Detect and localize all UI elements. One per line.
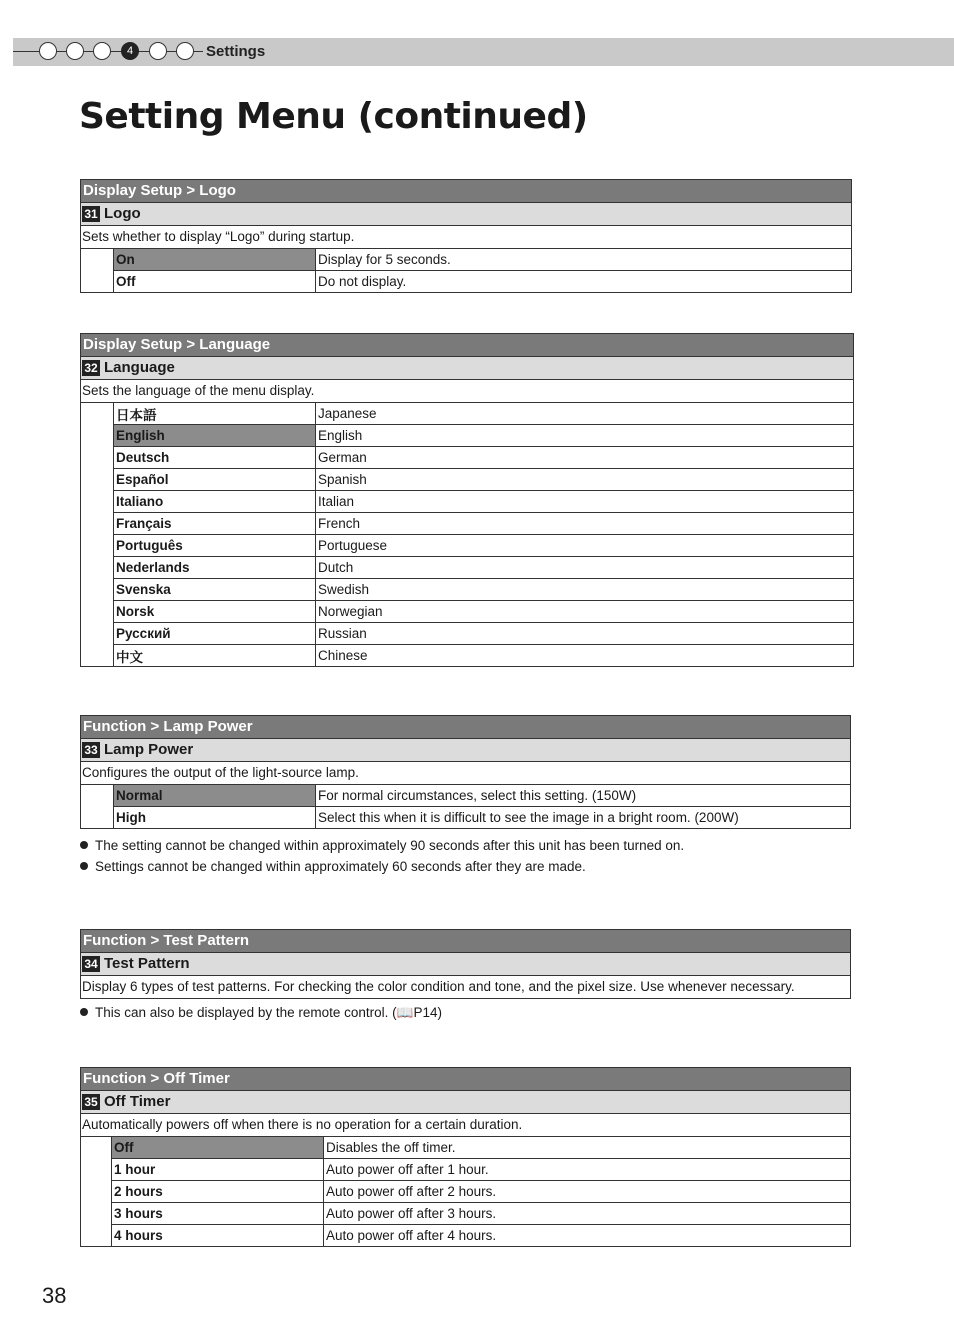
setting-name: Test Pattern <box>104 955 190 972</box>
option-row <box>81 447 853 469</box>
option-label-default: Normal <box>114 785 316 807</box>
option-description: Auto power off after 3 hours. <box>324 1203 851 1225</box>
option-label: 3 hours <box>112 1203 324 1225</box>
header-bar <box>13 38 954 66</box>
indent-cell <box>81 1181 112 1203</box>
option-label: Nederlands <box>114 557 316 579</box>
indent-cell <box>81 535 114 557</box>
option-label: Norsk <box>114 601 316 623</box>
option-row <box>81 1137 850 1159</box>
option-row <box>81 1159 850 1181</box>
option-description: For normal circumstances, select this setting. (150W) <box>318 788 637 803</box>
bullet-note <box>80 1005 442 1021</box>
option-description: Norwegian <box>316 601 854 623</box>
setting-description: Sets the language of the menu display. <box>81 380 853 403</box>
step-circle <box>66 42 84 60</box>
setting-description: Configures the output of the light-source lamp. <box>81 762 850 785</box>
option-row <box>81 557 853 579</box>
section-header: Function > Test Pattern <box>81 930 850 953</box>
option-label-default: English <box>114 425 316 447</box>
option-label: Italiano <box>114 491 316 513</box>
bullet-icon <box>80 1008 88 1016</box>
option-description: French <box>316 513 854 535</box>
setting-name-row <box>81 953 850 976</box>
option-row <box>81 425 853 447</box>
step-circle: 4 <box>121 42 139 60</box>
setting-number-badge: 33 <box>82 742 100 758</box>
option-label: Off <box>114 271 316 293</box>
option-label-default: Off <box>112 1137 324 1159</box>
page-title: Setting Menu (continued) <box>79 96 588 137</box>
option-label: Svenska <box>114 579 316 601</box>
option-description: Swedish <box>316 579 854 601</box>
indent-cell <box>81 1159 112 1181</box>
option-label: 中文 <box>114 645 316 667</box>
option-description: English <box>316 425 854 447</box>
setting-name-row <box>81 1091 850 1114</box>
indent-cell <box>81 425 114 447</box>
setting-name: Off Timer <box>104 1093 171 1110</box>
settings-table <box>80 179 852 293</box>
option-row <box>81 785 850 807</box>
settings-table <box>80 333 854 667</box>
indent-cell <box>81 1225 112 1247</box>
option-description: Auto power off after 4 hours. <box>324 1225 851 1247</box>
options-table <box>81 1137 850 1246</box>
option-description: Spanish <box>316 469 854 491</box>
setting-number-badge: 34 <box>82 956 100 972</box>
indent-cell <box>81 623 114 645</box>
section-header: Function > Off Timer <box>81 1068 850 1091</box>
option-label: Deutsch <box>114 447 316 469</box>
bullet-icon <box>80 841 88 849</box>
option-row <box>81 623 853 645</box>
option-row <box>81 513 853 535</box>
page-number: 38 <box>42 1283 67 1308</box>
option-description: Japanese <box>318 406 377 421</box>
option-description: Dutch <box>316 557 854 579</box>
indent-cell <box>81 513 114 535</box>
option-description: Auto power off after 1 hour. <box>324 1159 851 1181</box>
setting-name-row <box>81 739 850 762</box>
setting-description: Sets whether to display “Logo” during startup. <box>81 226 851 249</box>
section-header: Function > Lamp Power <box>81 716 850 739</box>
indent-cell <box>81 249 114 271</box>
option-row <box>81 403 853 425</box>
setting-number-badge: 32 <box>82 360 100 376</box>
indent-cell <box>81 807 114 829</box>
options-table <box>81 403 853 666</box>
indent-cell <box>81 579 114 601</box>
option-description: Russian <box>316 623 854 645</box>
step-circle <box>93 42 111 60</box>
setting-name: Language <box>104 359 175 376</box>
options-table <box>81 249 851 292</box>
option-label: 2 hours <box>112 1181 324 1203</box>
indent-cell <box>81 1203 112 1225</box>
bullet-icon <box>80 862 88 870</box>
option-label-default: On <box>114 249 316 271</box>
indent-cell <box>81 1137 112 1159</box>
option-description: Disables the off timer. <box>326 1140 456 1155</box>
setting-name-row <box>81 357 853 380</box>
indent-cell <box>81 601 114 623</box>
setting-name: Logo <box>104 205 141 222</box>
section-header: Display Setup > Logo <box>81 180 851 203</box>
option-description: Italian <box>316 491 854 513</box>
option-row <box>81 1225 850 1247</box>
option-row <box>81 535 853 557</box>
option-description: Do not display. <box>316 271 852 293</box>
option-description: Auto power off after 2 hours. <box>324 1181 851 1203</box>
option-row <box>81 271 851 293</box>
option-row <box>81 579 853 601</box>
option-row <box>81 249 851 271</box>
option-label: Português <box>114 535 316 557</box>
option-row <box>81 469 853 491</box>
header-section-label: Settings <box>206 43 266 60</box>
note-text: This can also be displayed by the remote control. (📖P14) <box>95 1005 442 1020</box>
step-circle <box>176 42 194 60</box>
indent-cell <box>81 785 114 807</box>
setting-number-badge: 31 <box>82 206 100 222</box>
indent-cell <box>81 645 114 667</box>
option-label: 日本語 <box>114 403 316 425</box>
option-description: Portuguese <box>316 535 854 557</box>
indent-cell <box>81 403 114 425</box>
settings-table <box>80 1067 851 1247</box>
bullet-note <box>80 838 684 853</box>
section-header: Display Setup > Language <box>81 334 853 357</box>
option-row <box>81 1203 850 1225</box>
option-label: Français <box>114 513 316 535</box>
options-table <box>81 785 850 828</box>
option-label: High <box>114 807 316 829</box>
option-description: Display for 5 seconds. <box>318 252 451 267</box>
note-text: The setting cannot be changed within approximately 90 seconds after this unit has been turned on. <box>95 838 685 853</box>
option-row <box>81 645 853 667</box>
option-label: 4 hours <box>112 1225 324 1247</box>
step-circle <box>39 42 57 60</box>
step-circle <box>149 42 167 60</box>
settings-table <box>80 929 851 999</box>
option-row <box>81 1181 850 1203</box>
indent-cell <box>81 447 114 469</box>
setting-number-badge: 35 <box>82 1094 100 1110</box>
option-label: Русский <box>114 623 316 645</box>
indent-cell <box>81 469 114 491</box>
indent-cell <box>81 557 114 579</box>
setting-description: Display 6 types of test patterns. For checking the color condition and tone, and the pixel size. Use whenever necessary. <box>82 979 795 994</box>
option-row <box>81 807 850 829</box>
indent-cell <box>81 271 114 293</box>
settings-table <box>80 715 851 829</box>
setting-name-row <box>81 203 851 226</box>
indent-cell <box>81 491 114 513</box>
bullet-note <box>80 859 586 874</box>
option-label: Español <box>114 469 316 491</box>
option-row <box>81 601 853 623</box>
option-row <box>81 491 853 513</box>
setting-description: Automatically powers off when there is no operation for a certain duration. <box>81 1114 850 1137</box>
note-text: Settings cannot be changed within approximately 60 seconds after they are made. <box>95 859 586 874</box>
option-label: 1 hour <box>112 1159 324 1181</box>
option-description: Select this when it is difficult to see the image in a bright room. (200W) <box>316 807 851 829</box>
option-description: German <box>316 447 854 469</box>
option-description: Chinese <box>316 645 854 667</box>
setting-name: Lamp Power <box>104 741 194 758</box>
